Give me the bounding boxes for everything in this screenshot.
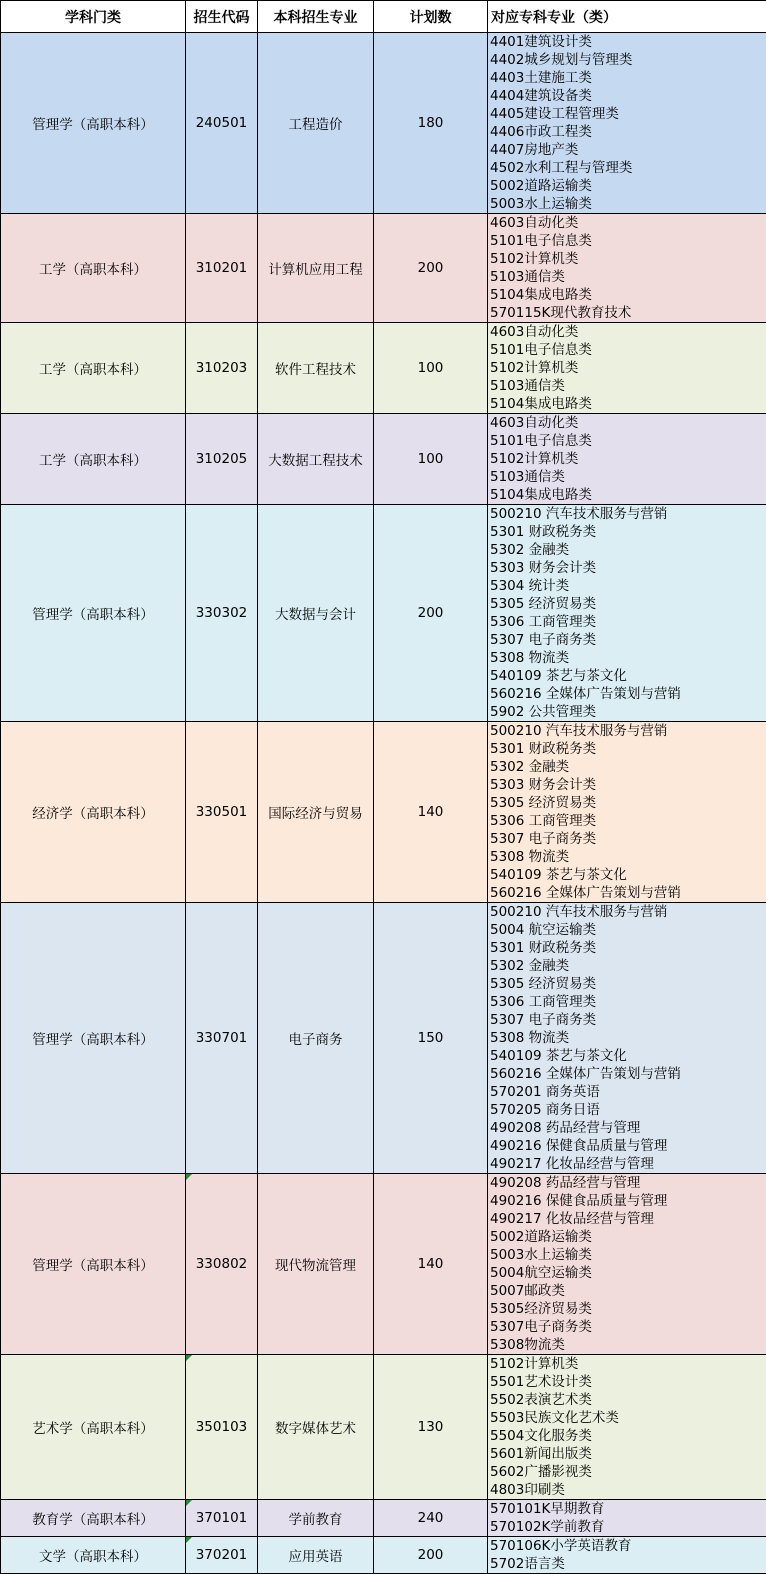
plan-cell: 100	[374, 414, 488, 505]
code-cell	[186, 903, 258, 1174]
cell-flag-marker	[186, 1500, 192, 1506]
major-cell: 学前教育	[258, 1500, 374, 1537]
related-major-item: 4404建筑设备类	[490, 87, 766, 105]
related-major-item: 5307电子商务类	[490, 1318, 766, 1336]
header-major: 本科招生专业	[258, 1, 374, 33]
related-major-item: 5308 物流类	[490, 649, 766, 667]
related-major-item: 5308物流类	[490, 1336, 766, 1354]
related-major-item: 5307 电子商务类	[490, 830, 766, 848]
related-major-item: 5501艺术设计类	[490, 1373, 766, 1391]
related-major-item: 5104集成电路类	[490, 286, 766, 304]
related-major-item: 5101电子信息类	[490, 432, 766, 450]
related-major-item: 5302 金融类	[490, 758, 766, 776]
related-major-item: 5004 航空运输类	[490, 921, 766, 939]
plan-cell: 140	[374, 722, 488, 903]
code-cell	[186, 1174, 258, 1355]
plan-cell: 200	[374, 214, 488, 323]
related-major-item: 500210 汽车技术服务与营销	[490, 505, 766, 523]
code-value: 330802	[196, 1256, 248, 1272]
related-major-item: 5305 经济贸易类	[490, 975, 766, 993]
related-major-item: 5503民族文化艺术类	[490, 1409, 766, 1427]
related-major-item: 5307 电子商务类	[490, 631, 766, 649]
code-value: 330701	[196, 1030, 248, 1046]
category-cell: 管理学（高职本科）	[1, 1174, 186, 1355]
related-major-item: 5306 工商管理类	[490, 613, 766, 631]
table-row	[1, 1355, 766, 1500]
plan-cell: 150	[374, 903, 488, 1174]
category-cell: 管理学（高职本科）	[1, 33, 186, 214]
related-major-item: 5902 公共管理类	[490, 703, 766, 721]
header-category: 学科门类	[1, 1, 186, 33]
code-value: 350103	[196, 1419, 248, 1435]
related-majors-cell	[488, 505, 766, 722]
cell-flag-marker	[186, 1174, 192, 1180]
code-value: 330501	[196, 804, 248, 820]
related-major-item: 570101K早期教育	[490, 1500, 766, 1518]
related-major-item: 4502水利工程与管理类	[490, 159, 766, 177]
major-cell: 工程造价	[258, 33, 374, 214]
related-major-item: 4402城乡规划与管理类	[490, 51, 766, 69]
related-major-item: 5104集成电路类	[490, 395, 766, 413]
related-major-item: 5103通信类	[490, 377, 766, 395]
related-major-item: 560216 全媒体广告策划与营销	[490, 884, 766, 902]
table-row	[1, 33, 766, 214]
related-major-item: 5301 财政税务类	[490, 523, 766, 541]
related-major-item: 5308 物流类	[490, 848, 766, 866]
major-cell: 计算机应用工程	[258, 214, 374, 323]
header-code: 招生代码	[186, 1, 258, 33]
related-major-item: 4603自动化类	[490, 214, 766, 232]
related-major-item: 5102计算机类	[490, 250, 766, 268]
related-major-item: 5301 财政税务类	[490, 740, 766, 758]
related-major-item: 4406市政工程类	[490, 123, 766, 141]
related-major-item: 5002道路运输类	[490, 1228, 766, 1246]
related-majors-cell	[488, 903, 766, 1174]
cell-flag-marker	[186, 1537, 192, 1543]
related-major-item: 5702语言类	[490, 1555, 766, 1573]
code-cell	[186, 323, 258, 414]
related-major-item: 490217 化妆品经营与管理	[490, 1210, 766, 1228]
plan-cell: 140	[374, 1174, 488, 1355]
table-row	[1, 903, 766, 1174]
table-row	[1, 1500, 766, 1537]
related-major-item: 5305 经济贸易类	[490, 595, 766, 613]
related-majors-cell	[488, 1355, 766, 1500]
related-major-item: 5003水上运输类	[490, 195, 766, 213]
related-major-item: 540109 茶艺与茶文化	[490, 1047, 766, 1065]
related-major-item: 4405建设工程管理类	[490, 105, 766, 123]
related-majors-cell	[488, 1537, 766, 1574]
related-majors-cell	[488, 1500, 766, 1537]
plan-cell: 100	[374, 323, 488, 414]
code-cell	[186, 1355, 258, 1500]
related-majors-cell	[488, 33, 766, 214]
related-major-item: 570201 商务英语	[490, 1083, 766, 1101]
code-cell	[186, 33, 258, 214]
category-cell: 教育学（高职本科）	[1, 1500, 186, 1537]
related-major-item: 570106K小学英语教育	[490, 1537, 766, 1555]
related-major-item: 4403土建施工类	[490, 69, 766, 87]
major-cell: 大数据工程技术	[258, 414, 374, 505]
related-major-item: 540109 茶艺与茶文化	[490, 866, 766, 884]
code-value: 370101	[196, 1510, 248, 1526]
related-major-item: 570115K现代教育技术	[490, 304, 766, 322]
code-cell	[186, 214, 258, 323]
related-major-item: 5007邮政类	[490, 1282, 766, 1300]
related-major-item: 5103通信类	[490, 268, 766, 286]
category-cell: 管理学（高职本科）	[1, 903, 186, 1174]
code-cell	[186, 414, 258, 505]
related-major-item: 5101电子信息类	[490, 232, 766, 250]
code-value: 310201	[196, 260, 248, 276]
code-cell	[186, 722, 258, 903]
related-major-item: 540109 茶艺与茶文化	[490, 667, 766, 685]
table-row	[1, 214, 766, 323]
table-row	[1, 1174, 766, 1355]
major-cell: 现代物流管理	[258, 1174, 374, 1355]
major-cell: 应用英语	[258, 1537, 374, 1574]
related-major-item: 560216 全媒体广告策划与营销	[490, 685, 766, 703]
category-cell: 管理学（高职本科）	[1, 505, 186, 722]
major-cell: 数字媒体艺术	[258, 1355, 374, 1500]
related-major-item: 5002道路运输类	[490, 177, 766, 195]
related-major-item: 5101电子信息类	[490, 341, 766, 359]
header-plan: 计划数	[374, 1, 488, 33]
category-cell: 工学（高职本科）	[1, 214, 186, 323]
related-major-item: 5307 电子商务类	[490, 1011, 766, 1029]
related-major-item: 5305 经济贸易类	[490, 794, 766, 812]
related-major-item: 5102计算机类	[490, 359, 766, 377]
category-cell: 经济学（高职本科）	[1, 722, 186, 903]
major-cell: 电子商务	[258, 903, 374, 1174]
related-major-item: 490208 药品经营与管理	[490, 1119, 766, 1137]
related-major-item: 5601新闻出版类	[490, 1445, 766, 1463]
related-major-item: 560216 全媒体广告策划与营销	[490, 1065, 766, 1083]
related-major-item: 5004航空运输类	[490, 1264, 766, 1282]
table-row	[1, 505, 766, 722]
related-major-item: 5104集成电路类	[490, 486, 766, 504]
related-major-item: 5308 物流类	[490, 1029, 766, 1047]
related-major-item: 4603自动化类	[490, 323, 766, 341]
code-value: 370201	[196, 1547, 248, 1563]
related-majors-cell	[488, 722, 766, 903]
related-major-item: 5102计算机类	[490, 450, 766, 468]
related-major-item: 500210 汽车技术服务与营销	[490, 903, 766, 921]
cell-flag-marker	[186, 1355, 192, 1361]
related-major-item: 5303 财务会计类	[490, 776, 766, 794]
header-related: 对应专科专业（类）	[488, 1, 766, 33]
related-major-item: 4407房地产类	[490, 141, 766, 159]
table-row	[1, 414, 766, 505]
related-majors-cell	[488, 323, 766, 414]
related-majors-cell	[488, 214, 766, 323]
related-major-item: 5304 统计类	[490, 577, 766, 595]
code-value: 310205	[196, 451, 248, 467]
related-major-item: 4401建筑设计类	[490, 33, 766, 51]
category-cell: 工学（高职本科）	[1, 323, 186, 414]
related-major-item: 4603自动化类	[490, 414, 766, 432]
code-value: 310203	[196, 360, 248, 376]
related-majors-cell	[488, 414, 766, 505]
plan-cell: 240	[374, 1500, 488, 1537]
plan-cell: 180	[374, 33, 488, 214]
related-majors-cell	[488, 1174, 766, 1355]
code-value: 330302	[196, 605, 248, 621]
related-major-item: 5504文化服务类	[490, 1427, 766, 1445]
plan-cell: 200	[374, 505, 488, 722]
related-major-item: 5306 工商管理类	[490, 812, 766, 830]
related-major-item: 5003水上运输类	[490, 1246, 766, 1264]
code-value: 240501	[196, 115, 248, 131]
code-cell	[186, 1500, 258, 1537]
related-major-item: 5306 工商管理类	[490, 993, 766, 1011]
related-major-item: 490216 保健食品质量与管理	[490, 1192, 766, 1210]
related-major-item: 490217 化妆品经营与管理	[490, 1155, 766, 1173]
related-major-item: 5302 金融类	[490, 957, 766, 975]
code-cell	[186, 505, 258, 722]
related-major-item: 5602广播影视类	[490, 1463, 766, 1481]
related-major-item: 5103通信类	[490, 468, 766, 486]
table-row	[1, 323, 766, 414]
related-major-item: 490216 保健食品质量与管理	[490, 1137, 766, 1155]
related-major-item: 5502表演艺术类	[490, 1391, 766, 1409]
code-cell	[186, 1537, 258, 1574]
related-major-item: 490208 药品经营与管理	[490, 1174, 766, 1192]
related-major-item: 5303 财务会计类	[490, 559, 766, 577]
plan-cell: 200	[374, 1537, 488, 1574]
related-major-item: 5305经济贸易类	[490, 1300, 766, 1318]
related-major-item: 570102K学前教育	[490, 1518, 766, 1536]
plan-cell: 130	[374, 1355, 488, 1500]
related-major-item: 570205 商务日语	[490, 1101, 766, 1119]
related-major-item: 5301 财政税务类	[490, 939, 766, 957]
major-cell: 软件工程技术	[258, 323, 374, 414]
category-cell: 艺术学（高职本科）	[1, 1355, 186, 1500]
category-cell: 工学（高职本科）	[1, 414, 186, 505]
category-cell: 文学（高职本科）	[1, 1537, 186, 1574]
related-major-item: 500210 汽车技术服务与营销	[490, 722, 766, 740]
table-row	[1, 722, 766, 903]
major-cell: 国际经济与贸易	[258, 722, 374, 903]
related-major-item: 5302 金融类	[490, 541, 766, 559]
related-major-item: 4803印刷类	[490, 1481, 766, 1499]
major-cell: 大数据与会计	[258, 505, 374, 722]
table-row	[1, 1537, 766, 1574]
header-row	[1, 1, 766, 33]
related-major-item: 5102计算机类	[490, 1355, 766, 1373]
